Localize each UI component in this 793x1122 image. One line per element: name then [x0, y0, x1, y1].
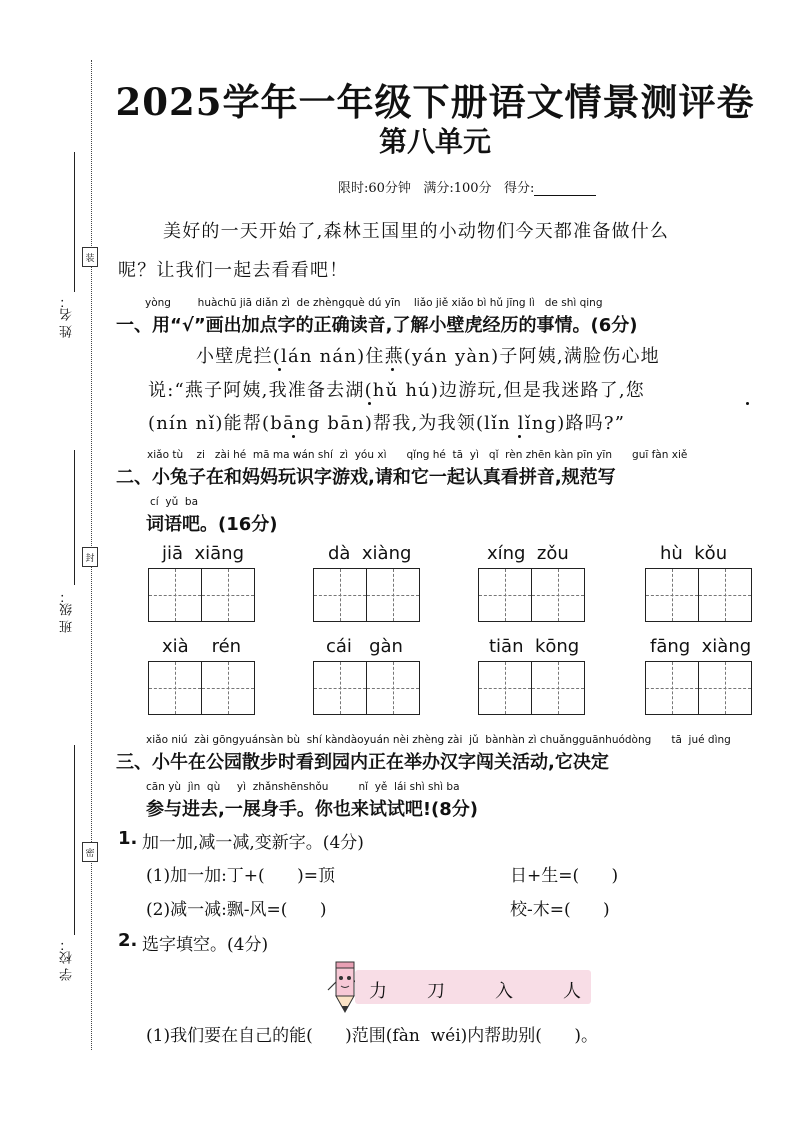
seal-char: 封	[82, 547, 98, 567]
school-label: 学 校：	[60, 938, 75, 982]
writing-cell[interactable]	[645, 568, 699, 622]
exam-meta	[338, 177, 596, 196]
q3-title-2: 参与进去,一展身手。你也来试试吧!(8分)	[146, 799, 479, 820]
class-field[interactable]	[74, 450, 75, 585]
q2-title-1: 二、小兔子在和妈妈玩识字游戏,请和它一起认真看拼音,规范写	[116, 467, 616, 488]
seal-char: 密	[82, 842, 98, 862]
subq1-a: (1)加一加:丁+( )=顶	[146, 866, 335, 886]
subq1-text: 加一加,减一减,变新字。(4分)	[142, 833, 364, 853]
word-pinyin: xià rén	[162, 636, 242, 657]
score-label: 得分:	[503, 181, 535, 196]
q1-line-3: (nín nǐ)能帮(bāng bān)帮我,为我领(lǐn lǐng)路吗?”	[148, 413, 626, 434]
subq1-c: (2)减一减:飘-风=( )	[146, 900, 327, 920]
page-subtitle: 第八单元	[378, 125, 491, 158]
word-pinyin: tiān kōng	[489, 636, 580, 657]
q3-pinyin-1: xiǎo niú zài gōngyuánsàn bù shí kàndàoyuán nèi zhèng zài jǔ bànhàn zì chuǎngguānhuódòng tā jué dìng	[146, 734, 731, 746]
word-pinyin: jiā xiāng	[162, 543, 244, 564]
q3-pinyin-2: cān yù jìn qù yì zhǎnshēnshǒu nǐ yě lái shì shì ba	[146, 781, 460, 793]
q2-title-2: 词语吧。(16分)	[146, 514, 278, 535]
word-pinyin: fāng xiàng	[650, 636, 752, 657]
subq2-number: 2.	[118, 930, 138, 951]
option-char[interactable]: 人	[563, 981, 581, 1002]
subq1-b: 日+生=( )	[510, 866, 619, 886]
intro-line-2: 呢？让我们一起去看看吧！	[118, 260, 349, 281]
q3-title-1: 三、小牛在公园散步时看到园内正在举办汉字闯关活动,它决定	[116, 752, 609, 773]
q1-title: 一、用“√”画出加点字的正确读音,了解小壁虎经历的事情。(6分)	[116, 315, 638, 336]
writing-cell[interactable]	[698, 568, 752, 622]
writing-cell[interactable]	[478, 661, 532, 715]
subq1-number: 1.	[118, 828, 138, 849]
emphasis-dot	[746, 402, 749, 405]
writing-cell[interactable]	[313, 661, 367, 715]
q2-pinyin-2: cí yǔ ba	[150, 496, 199, 508]
q1-line-2: 说:“燕子阿姨,我准备去湖(hǔ hú)边游玩,但是我迷路了,您	[148, 380, 645, 401]
writing-cell[interactable]	[148, 568, 202, 622]
seal-char: 装	[82, 247, 98, 267]
writing-cell[interactable]	[201, 568, 255, 622]
option-char[interactable]: 刀	[427, 981, 445, 1002]
time-limit: 限时:60分钟	[338, 181, 411, 196]
subq2-line-1: (1)我们要在自己的能( )范围(fàn wéi)内帮助别( )。	[146, 1026, 598, 1046]
word-pinyin: xíng zǒu	[487, 543, 569, 564]
q2-pinyin-1: xiǎo tù zi zài hé mā ma wán shí zì yóu xì qǐng hé tā yì qǐ rèn zhēn kàn pīn yīn guī fàn xiě	[147, 449, 688, 461]
class-label: 班 级：	[60, 590, 75, 634]
score-blank[interactable]	[534, 183, 596, 196]
q1-pinyin: yòng huàchū jiā diǎn zì de zhèngquè dú yīn liǎo jiě xiǎo bì hǔ jīng lì de shì qing	[145, 297, 603, 309]
emphasis-dot	[518, 435, 521, 438]
intro-line-1: 美好的一天开始了,森林王国里的小动物们今天都准备做什么	[163, 221, 670, 242]
emphasis-dot	[278, 368, 281, 371]
subq2-text: 选字填空。(4分)	[142, 935, 269, 955]
word-pinyin: dà xiàng	[328, 543, 412, 564]
name-label: 姓 名：	[60, 295, 75, 339]
page-title: 2025学年一年级下册语文情景测评卷	[115, 80, 755, 124]
options-box	[355, 970, 591, 1004]
emphasis-dot	[368, 402, 371, 405]
option-char[interactable]: 入	[495, 981, 513, 1002]
word-pinyin: cái gàn	[326, 636, 403, 657]
writing-cell[interactable]	[478, 568, 532, 622]
writing-cell[interactable]	[201, 661, 255, 715]
writing-cell[interactable]	[645, 661, 699, 715]
writing-cell[interactable]	[313, 568, 367, 622]
q1-line-1: 小壁虎拦(lán nán)住燕(yán yàn)子阿姨,满脸伤心地	[196, 346, 660, 367]
option-char[interactable]: 力	[369, 981, 387, 1002]
school-field[interactable]	[74, 745, 75, 935]
subq1-d: 校-木=( )	[510, 900, 610, 920]
name-field[interactable]	[74, 152, 75, 292]
writing-cell[interactable]	[366, 568, 420, 622]
writing-cell[interactable]	[148, 661, 202, 715]
writing-cell[interactable]	[531, 661, 585, 715]
full-score: 满分:100分	[423, 181, 492, 196]
writing-cell[interactable]	[698, 661, 752, 715]
writing-cell[interactable]	[366, 661, 420, 715]
writing-cell[interactable]	[531, 568, 585, 622]
emphasis-dot	[292, 435, 295, 438]
emphasis-dot	[391, 368, 394, 371]
word-pinyin: hù kǒu	[660, 543, 728, 564]
